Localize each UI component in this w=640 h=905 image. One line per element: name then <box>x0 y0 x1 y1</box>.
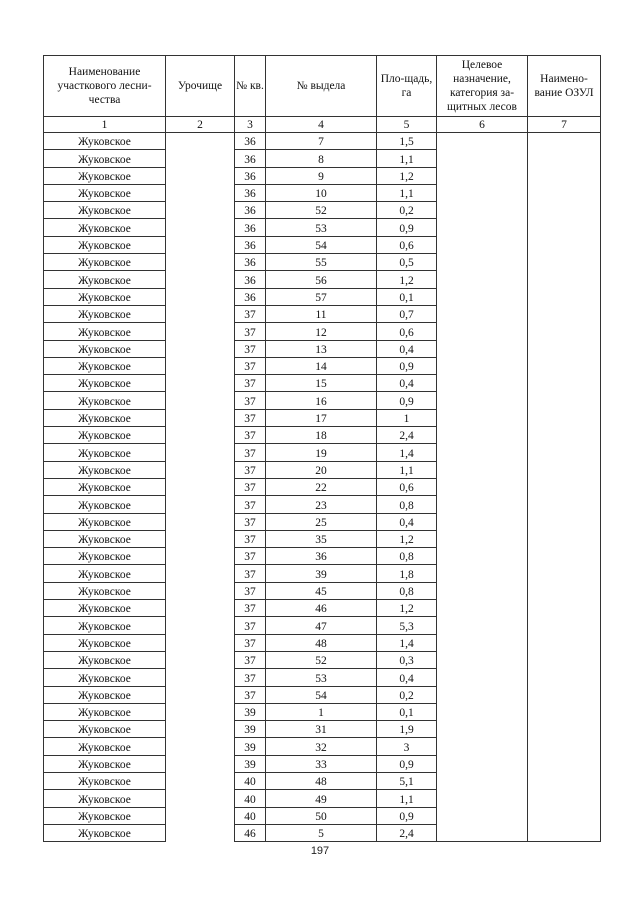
area-cell: 0,9 <box>377 219 437 236</box>
tract-cell <box>166 651 235 668</box>
forestry-cell: Жуковское <box>44 133 166 150</box>
allotment-cell: 7 <box>266 133 377 150</box>
allotment-cell: 48 <box>266 634 377 651</box>
allotment-cell: 14 <box>266 357 377 374</box>
forestry-cell: Жуковское <box>44 772 166 789</box>
tract-cell <box>166 530 235 547</box>
area-cell: 0,9 <box>377 357 437 374</box>
quarter-cell: 37 <box>235 565 266 582</box>
forestry-cell: Жуковское <box>44 669 166 686</box>
quarter-cell: 36 <box>235 167 266 184</box>
allotment-cell: 20 <box>266 461 377 478</box>
forestry-cell: Жуковское <box>44 202 166 219</box>
quarter-cell: 37 <box>235 669 266 686</box>
allotment-cell: 46 <box>266 600 377 617</box>
allotment-cell: 50 <box>266 807 377 824</box>
table-body <box>44 133 601 842</box>
quarter-cell: 36 <box>235 219 266 236</box>
column-number: 7 <box>528 117 601 133</box>
forestry-cell: Жуковское <box>44 686 166 703</box>
area-cell: 0,4 <box>377 669 437 686</box>
allotment-cell: 12 <box>266 323 377 340</box>
quarter-cell: 37 <box>235 686 266 703</box>
area-cell: 2,4 <box>377 427 437 444</box>
quarter-cell: 37 <box>235 478 266 495</box>
forestry-cell: Жуковское <box>44 738 166 755</box>
header-ozul: Наимено-вание ОЗУЛ <box>528 56 601 117</box>
allotment-cell: 53 <box>266 219 377 236</box>
tract-cell <box>166 617 235 634</box>
allotment-cell: 22 <box>266 478 377 495</box>
forest-plots-table <box>43 55 601 842</box>
quarter-cell: 36 <box>235 202 266 219</box>
forestry-cell: Жуковское <box>44 548 166 565</box>
quarter-cell: 37 <box>235 357 266 374</box>
forestry-cell: Жуковское <box>44 721 166 738</box>
tract-cell <box>166 755 235 772</box>
forestry-cell: Жуковское <box>44 427 166 444</box>
header-allotment: № выдела <box>266 56 377 117</box>
quarter-cell: 37 <box>235 582 266 599</box>
area-cell: 1,2 <box>377 600 437 617</box>
quarter-cell: 36 <box>235 133 266 150</box>
allotment-cell: 8 <box>266 150 377 167</box>
tract-cell <box>166 634 235 651</box>
forestry-cell: Жуковское <box>44 150 166 167</box>
allotment-cell: 47 <box>266 617 377 634</box>
tract-cell <box>166 565 235 582</box>
quarter-cell: 36 <box>235 236 266 253</box>
quarter-cell: 46 <box>235 824 266 841</box>
header-quarter: № кв. <box>235 56 266 117</box>
tract-cell <box>166 703 235 720</box>
area-cell: 1,1 <box>377 184 437 201</box>
tract-cell <box>166 496 235 513</box>
tract-cell <box>166 738 235 755</box>
quarter-cell: 36 <box>235 271 266 288</box>
header-area: Пло-щадь, га <box>377 56 437 117</box>
forestry-cell: Жуковское <box>44 219 166 236</box>
tract-cell <box>166 254 235 271</box>
allotment-cell: 1 <box>266 703 377 720</box>
forestry-cell: Жуковское <box>44 392 166 409</box>
allotment-cell: 53 <box>266 669 377 686</box>
tract-cell <box>166 772 235 789</box>
tract-cell <box>166 600 235 617</box>
allotment-cell: 11 <box>266 305 377 322</box>
column-number: 4 <box>266 117 377 133</box>
area-cell: 0,4 <box>377 375 437 392</box>
forestry-cell: Жуковское <box>44 236 166 253</box>
allotment-cell: 5 <box>266 824 377 841</box>
quarter-cell: 37 <box>235 375 266 392</box>
area-cell: 1,2 <box>377 530 437 547</box>
tract-cell <box>166 513 235 530</box>
quarter-cell: 36 <box>235 254 266 271</box>
area-cell: 0,9 <box>377 807 437 824</box>
quarter-cell: 37 <box>235 427 266 444</box>
tract-cell <box>166 824 235 841</box>
tract-cell <box>166 807 235 824</box>
forestry-cell: Жуковское <box>44 634 166 651</box>
forestry-cell: Жуковское <box>44 254 166 271</box>
tract-cell <box>166 236 235 253</box>
tract-cell <box>166 790 235 807</box>
area-cell: 1,1 <box>377 461 437 478</box>
quarter-cell: 39 <box>235 755 266 772</box>
forestry-cell: Жуковское <box>44 755 166 772</box>
tract-cell <box>166 184 235 201</box>
allotment-cell: 16 <box>266 392 377 409</box>
quarter-cell: 39 <box>235 703 266 720</box>
quarter-cell: 37 <box>235 634 266 651</box>
forestry-cell: Жуковское <box>44 357 166 374</box>
area-cell: 0,2 <box>377 202 437 219</box>
area-cell: 5,1 <box>377 772 437 789</box>
tract-cell <box>166 375 235 392</box>
purpose-cell <box>437 133 528 842</box>
forestry-cell: Жуковское <box>44 184 166 201</box>
column-number-row <box>44 117 601 133</box>
tract-cell <box>166 271 235 288</box>
forestry-cell: Жуковское <box>44 617 166 634</box>
forestry-cell: Жуковское <box>44 513 166 530</box>
quarter-cell: 40 <box>235 807 266 824</box>
area-cell: 1,2 <box>377 167 437 184</box>
forestry-cell: Жуковское <box>44 409 166 426</box>
tract-cell <box>166 686 235 703</box>
area-cell: 3 <box>377 738 437 755</box>
forestry-cell: Жуковское <box>44 600 166 617</box>
allotment-cell: 15 <box>266 375 377 392</box>
allotment-cell: 18 <box>266 427 377 444</box>
tract-cell <box>166 444 235 461</box>
quarter-cell: 40 <box>235 790 266 807</box>
area-cell: 1,5 <box>377 133 437 150</box>
quarter-cell: 37 <box>235 461 266 478</box>
forestry-cell: Жуковское <box>44 340 166 357</box>
area-cell: 0,8 <box>377 496 437 513</box>
quarter-cell: 37 <box>235 530 266 547</box>
forestry-cell: Жуковское <box>44 824 166 841</box>
tract-cell <box>166 150 235 167</box>
area-cell: 0,2 <box>377 686 437 703</box>
allotment-cell: 13 <box>266 340 377 357</box>
area-cell: 1,1 <box>377 150 437 167</box>
tract-cell <box>166 357 235 374</box>
allotment-cell: 57 <box>266 288 377 305</box>
allotment-cell: 31 <box>266 721 377 738</box>
table-row <box>44 133 601 150</box>
area-cell: 1 <box>377 409 437 426</box>
forestry-cell: Жуковское <box>44 305 166 322</box>
tract-cell <box>166 202 235 219</box>
area-cell: 1,2 <box>377 271 437 288</box>
tract-cell <box>166 288 235 305</box>
tract-cell <box>166 461 235 478</box>
header-purpose: Целевое назначение, категория за-щитных лесов <box>437 56 528 117</box>
quarter-cell: 37 <box>235 548 266 565</box>
forestry-cell: Жуковское <box>44 288 166 305</box>
quarter-cell: 37 <box>235 409 266 426</box>
allotment-cell: 39 <box>266 565 377 582</box>
column-number: 6 <box>437 117 528 133</box>
area-cell: 0,1 <box>377 703 437 720</box>
forestry-cell: Жуковское <box>44 703 166 720</box>
allotment-cell: 48 <box>266 772 377 789</box>
allotment-cell: 49 <box>266 790 377 807</box>
area-cell: 0,7 <box>377 305 437 322</box>
forestry-cell: Жуковское <box>44 496 166 513</box>
tract-cell <box>166 305 235 322</box>
quarter-cell: 39 <box>235 738 266 755</box>
allotment-cell: 32 <box>266 738 377 755</box>
allotment-cell: 52 <box>266 651 377 668</box>
forestry-cell: Жуковское <box>44 461 166 478</box>
tract-cell <box>166 669 235 686</box>
quarter-cell: 37 <box>235 305 266 322</box>
allotment-cell: 17 <box>266 409 377 426</box>
quarter-cell: 39 <box>235 721 266 738</box>
forestry-cell: Жуковское <box>44 790 166 807</box>
column-number: 3 <box>235 117 266 133</box>
allotment-cell: 23 <box>266 496 377 513</box>
forestry-cell: Жуковское <box>44 565 166 582</box>
allotment-cell: 35 <box>266 530 377 547</box>
area-cell: 0,6 <box>377 478 437 495</box>
tract-cell <box>166 340 235 357</box>
allotment-cell: 52 <box>266 202 377 219</box>
area-cell: 0,3 <box>377 651 437 668</box>
header-row <box>44 56 601 117</box>
forestry-cell: Жуковское <box>44 375 166 392</box>
column-number: 5 <box>377 117 437 133</box>
forestry-cell: Жуковское <box>44 582 166 599</box>
forestry-cell: Жуковское <box>44 167 166 184</box>
tract-cell <box>166 582 235 599</box>
allotment-cell: 36 <box>266 548 377 565</box>
area-cell: 0,4 <box>377 513 437 530</box>
area-cell: 0,9 <box>377 392 437 409</box>
tract-cell <box>166 478 235 495</box>
area-cell: 0,6 <box>377 323 437 340</box>
header-tract: Урочище <box>166 56 235 117</box>
tract-cell <box>166 392 235 409</box>
page-number: 197 <box>310 845 330 857</box>
ozul-cell <box>528 133 601 842</box>
area-cell: 0,5 <box>377 254 437 271</box>
header-forestry: Наименование участкового лесни-чества <box>44 56 166 117</box>
area-cell: 0,9 <box>377 755 437 772</box>
quarter-cell: 37 <box>235 496 266 513</box>
quarter-cell: 37 <box>235 617 266 634</box>
tract-cell <box>166 219 235 236</box>
column-number: 1 <box>44 117 166 133</box>
area-cell: 5,3 <box>377 617 437 634</box>
quarter-cell: 36 <box>235 184 266 201</box>
quarter-cell: 36 <box>235 288 266 305</box>
quarter-cell: 37 <box>235 340 266 357</box>
area-cell: 0,8 <box>377 548 437 565</box>
quarter-cell: 37 <box>235 392 266 409</box>
area-cell: 0,1 <box>377 288 437 305</box>
area-cell: 0,4 <box>377 340 437 357</box>
area-cell: 1,4 <box>377 444 437 461</box>
forestry-cell: Жуковское <box>44 651 166 668</box>
allotment-cell: 54 <box>266 236 377 253</box>
quarter-cell: 37 <box>235 651 266 668</box>
forestry-cell: Жуковское <box>44 271 166 288</box>
area-cell: 2,4 <box>377 824 437 841</box>
allotment-cell: 54 <box>266 686 377 703</box>
tract-cell <box>166 167 235 184</box>
tract-cell <box>166 133 235 150</box>
forestry-cell: Жуковское <box>44 530 166 547</box>
forestry-cell: Жуковское <box>44 444 166 461</box>
area-cell: 0,6 <box>377 236 437 253</box>
quarter-cell: 37 <box>235 323 266 340</box>
quarter-cell: 40 <box>235 772 266 789</box>
allotment-cell: 19 <box>266 444 377 461</box>
forestry-cell: Жуковское <box>44 807 166 824</box>
quarter-cell: 36 <box>235 150 266 167</box>
area-cell: 1,9 <box>377 721 437 738</box>
allotment-cell: 55 <box>266 254 377 271</box>
forestry-cell: Жуковское <box>44 478 166 495</box>
forestry-cell: Жуковское <box>44 323 166 340</box>
allotment-cell: 10 <box>266 184 377 201</box>
allotment-cell: 45 <box>266 582 377 599</box>
tract-cell <box>166 548 235 565</box>
area-cell: 1,1 <box>377 790 437 807</box>
tract-cell <box>166 409 235 426</box>
area-cell: 1,8 <box>377 565 437 582</box>
allotment-cell: 25 <box>266 513 377 530</box>
allotment-cell: 9 <box>266 167 377 184</box>
area-cell: 0,8 <box>377 582 437 599</box>
tract-cell <box>166 721 235 738</box>
quarter-cell: 37 <box>235 444 266 461</box>
tract-cell <box>166 427 235 444</box>
quarter-cell: 37 <box>235 513 266 530</box>
allotment-cell: 56 <box>266 271 377 288</box>
tract-cell <box>166 323 235 340</box>
column-number: 2 <box>166 117 235 133</box>
quarter-cell: 37 <box>235 600 266 617</box>
area-cell: 1,4 <box>377 634 437 651</box>
allotment-cell: 33 <box>266 755 377 772</box>
